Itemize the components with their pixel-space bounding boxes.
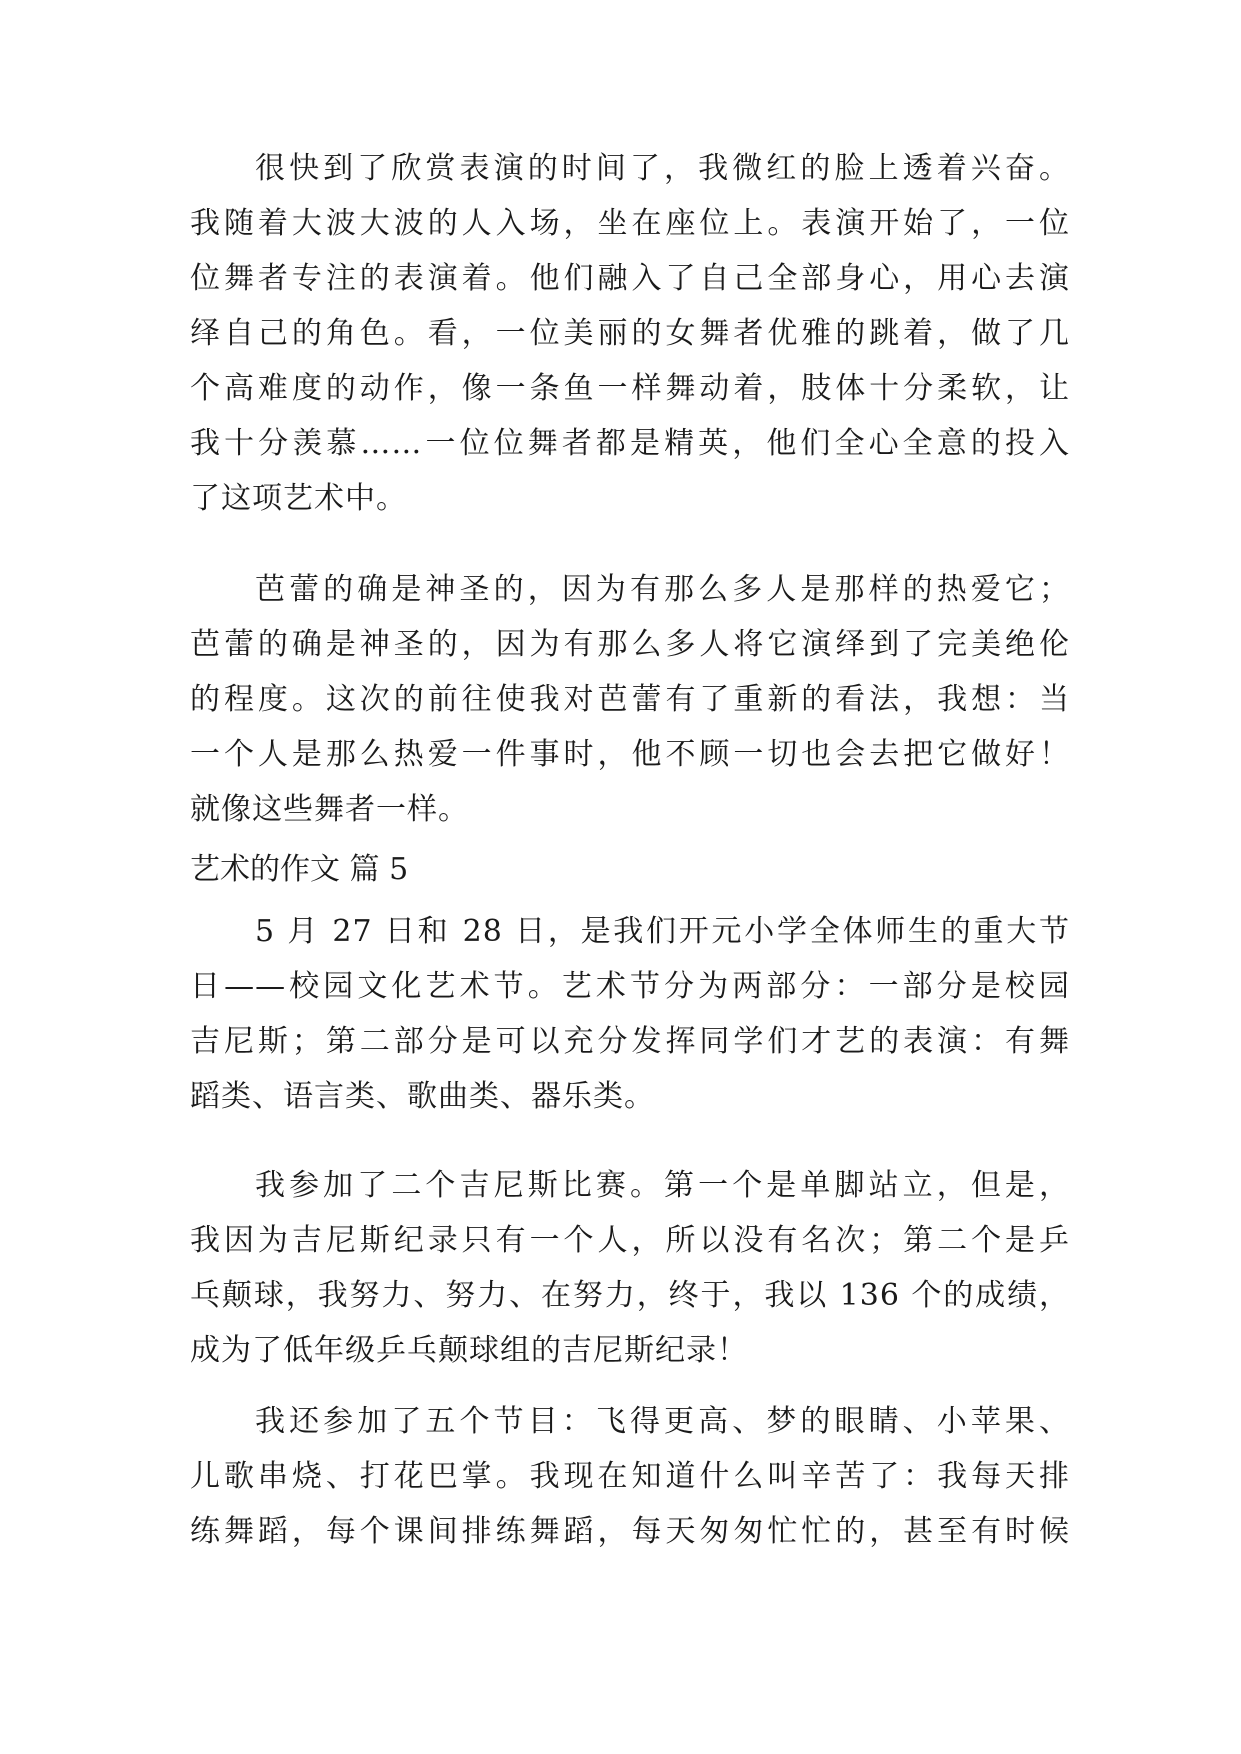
paragraph-2-line-3: 的程度。这次的前往使我对芭蕾有了重新的看法，我想：当 — [190, 682, 1070, 717]
paragraph-1-line-2: 我随着大波大波的人入场，坐在座位上。表演开始了，一位 — [190, 206, 1070, 241]
paragraph-2-line-5: 就像这些舞者一样。 — [190, 792, 469, 827]
paragraph-2-line-1: 芭蕾的确是神圣的，因为有那么多人是那样的热爱它； — [255, 572, 1070, 607]
paragraph-2-line-2: 芭蕾的确是神圣的，因为有那么多人将它演绎到了完美绝伦 — [190, 627, 1070, 662]
paragraph-4-line-4: 成为了低年级乒乓颠球组的吉尼斯纪录！ — [190, 1333, 748, 1368]
paragraph-1-line-5: 个高难度的动作，像一条鱼一样舞动着，肢体十分柔软，让 — [190, 371, 1070, 406]
paragraph-5-line-3: 练舞蹈，每个课间排练舞蹈，每天匆匆忙忙的，甚至有时候 — [190, 1514, 1070, 1549]
paragraph-4-line-3: 乓颠球，我努力、努力、在努力，终于，我以 136 个的成绩， — [190, 1278, 1070, 1313]
paragraph-1-line-7: 了这项艺术中。 — [190, 481, 407, 516]
paragraph-1-line-6: 我十分羡慕……一位位舞者都是精英，他们全心全意的投入 — [190, 426, 1070, 461]
paragraph-1-line-4: 绎自己的角色。看，一位美丽的女舞者优雅的跳着，做了几 — [190, 316, 1070, 351]
paragraph-5-line-1: 我还参加了五个节目：飞得更高、梦的眼睛、小苹果、 — [255, 1404, 1070, 1439]
paragraph-2-line-4: 一个人是那么热爱一件事时，他不顾一切也会去把它做好！ — [190, 737, 1070, 772]
section-heading: 艺术的作文 篇 5 — [190, 852, 409, 887]
paragraph-3-line-2: 日——校园文化艺术节。艺术节分为两部分：一部分是校园 — [190, 969, 1070, 1004]
paragraph-3-line-1: 5 月 27 日和 28 日，是我们开元小学全体师生的重大节 — [255, 914, 1070, 949]
paragraph-1-line-1: 很快到了欣赏表演的时间了，我微红的脸上透着兴奋。 — [255, 151, 1070, 186]
paragraph-1-line-3: 位舞者专注的表演着。他们融入了自己全部身心，用心去演 — [190, 261, 1070, 296]
paragraph-5-line-2: 儿歌串烧、打花巴掌。我现在知道什么叫辛苦了：我每天排 — [190, 1459, 1070, 1494]
paragraph-4-line-1: 我参加了二个吉尼斯比赛。第一个是单脚站立，但是， — [255, 1168, 1070, 1203]
paragraph-4-line-2: 我因为吉尼斯纪录只有一个人，所以没有名次；第二个是乒 — [190, 1223, 1070, 1258]
paragraph-3-line-3: 吉尼斯；第二部分是可以充分发挥同学们才艺的表演：有舞 — [190, 1024, 1070, 1059]
paragraph-3-line-4: 蹈类、语言类、歌曲类、器乐类。 — [190, 1079, 655, 1114]
